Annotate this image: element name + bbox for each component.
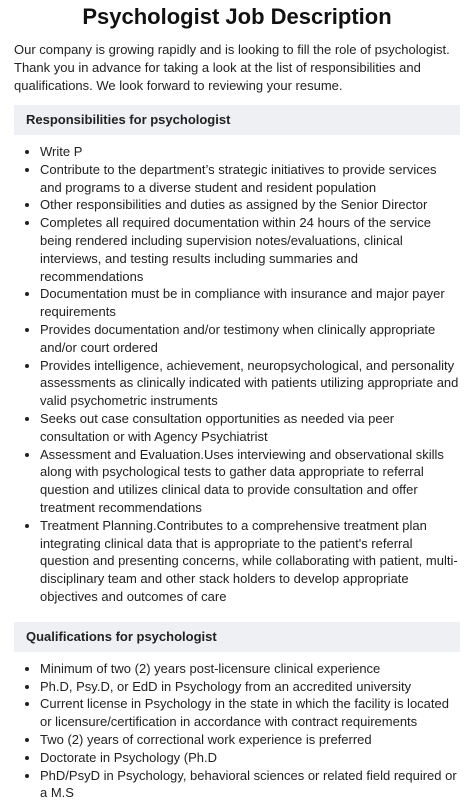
list-item: • Other responsibilities and duties as assigned by the Senior Director [40,196,460,214]
responsibilities-heading: Responsibilities for psychologist [14,105,460,135]
list-item: • Current license in Psychology in the state in which the facility is located or licensure/certification in accordance with contract requirements [40,695,460,731]
list-item: • Completes all required documentation within 24 hours of the service being rendered including supervision notes/evaluations, clinical interviews, and testing results including summaries and recommendations [40,214,460,285]
list-item: • Doctorate in Psychology (Ph.D [40,749,460,767]
list-item: • Write P [40,143,460,161]
responsibilities-list [14,143,460,606]
list-item: • Documentation must be in compliance with insurance and major payer requirements [40,285,460,321]
list-item: • PhD/PsyD in Psychology, behavioral sciences or related field required or a M.S [40,767,460,802]
list-item: • Seeks out case consultation opportunities as needed via peer consultation or with Agency Psychiatrist [40,410,460,446]
list-item: • Ph.D, Psy.D, or EdD in Psychology from an accredited university [40,678,460,696]
list-item: • Provides documentation and/or testimony when clinically appropriate and/or court ordered [40,321,460,357]
list-item: • Provides intelligence, achievement, neuropsychological, and personality assessments as clinically indicated with patients utilizing appropriate and valid psychometric instruments [40,357,460,410]
list-item: • Minimum of two (2) years post-licensure clinical experience [40,660,460,678]
list-item: • Two (2) years of correctional work experience is preferred [40,731,460,749]
qualifications-heading: Qualifications for psychologist [14,622,460,652]
page-title: Psychologist Job Description [0,0,474,31]
intro-paragraph: Our company is growing rapidly and is looking to fill the role of psychologist. Thank you in advance for taking a look at the list of responsibilities and qualifications. We look forward to reviewing your resume. [14,41,460,95]
list-item: • Assessment and Evaluation.Uses interviewing and observational skills along with psychological tests to gather data appropriate to referral question and utilizes clinical data to provide consultation and offer treatment recommendations [40,446,460,517]
list-item: • Contribute to the department’s strategic initiatives to provide services and programs to a diverse student and resident population [40,161,460,197]
qualifications-list [14,660,460,802]
list-item: • Treatment Planning.Contributes to a comprehensive treatment plan integrating clinical data that is appropriate to the patient's referral question and presenting concerns, while collaborating with patient, multi-disciplinary team and other stack holders to develop appropriate objectives and outcomes of care [40,517,460,606]
